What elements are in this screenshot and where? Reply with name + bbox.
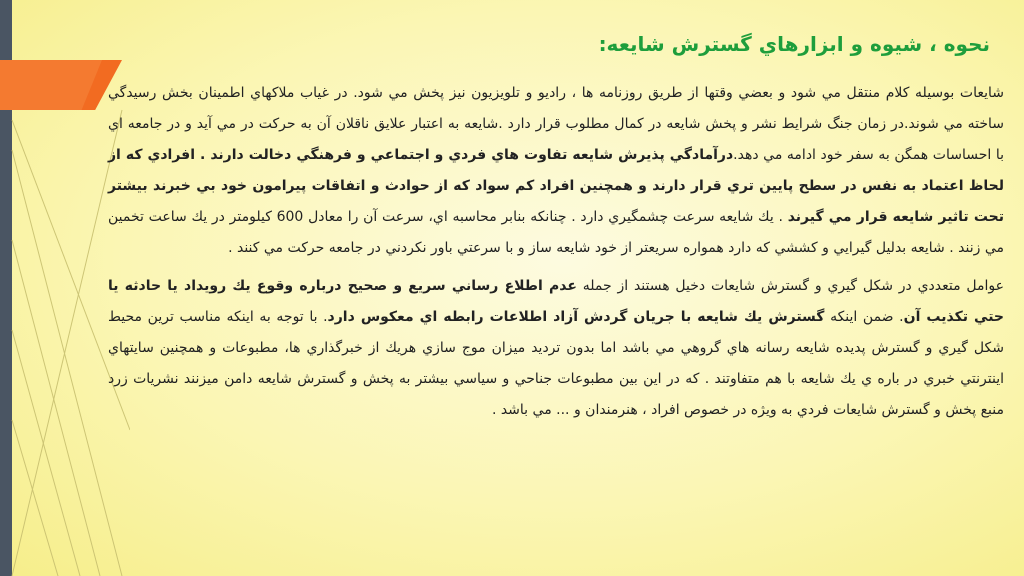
paragraph-2 — [108, 271, 1004, 426]
paragraph-2-text-end: . با توجه به اينكه مناسب ترين محيط شكل گيري و گسترش پديده شايعه رسانه هاي گروهي مي باشد اما بدون ترديد ميزان موج سازي هريك از خبرگذاري ها، مطبوعات و همچنين سايتهاي اينترنتي خبري در باره ي يك شايعه با هم متفاوتند . كه در اين بين مطبوعات جناحي و سياسي بيشتر به پخش و گسترش شايعه دامن ميزنند نشريات زرد منبع پخش و گسترش شايعات فردي به ويژه در خصوص افراد ، هنرمندان و ... مي باشد . — [108, 309, 1004, 418]
slide-body — [108, 78, 1004, 433]
paragraph-1-bold-text: درآمادگي پذيرش شايعه تفاوت هاي فردي و اجتماعي و فرهنگي دخالت دارند . افرادي كه از لحاظ اعتماد به نفس در سطح پايين تري قرار دارند و همچنين افراد كم سواد كه از حوادث و اتفاقات پيرامون خود بي خبرند بيشتر تحت تاثير شايعه قرار مي گيرند — [108, 147, 1005, 225]
paragraph-1 — [108, 78, 1004, 264]
paragraph-2-text: عوامل متعددي در شكل گيري و گسترش شايعات دخيل هستند از جمله — [576, 278, 1004, 294]
paragraph-2-text-mid: . ضمن اينكه — [824, 309, 904, 325]
paragraph-1-text: شايعات بوسيله كلام منتقل مي شود و بعضي وقتها از طريق روزنامه ها ، راديو و تلويزيون نيز پخش مي شود. در غياب ملاكهاي اطمينان بخش رسيدگي ساخته مي شوند.در زمان جنگ شرايط نشر و پخش شايعه در كمال مطلوب قرار دارد .شايعه به اعتبار علايق ناقلان آن به حركت در مي آيد و در جامعه اي با احساسات همگن به سفر خود ادامه مي دهد. — [108, 85, 1004, 163]
paragraph-1-text-end: . يك شايعه سرعت چشمگيري دارد . چنانكه بنابر محاسبه اي، سرعت آن را معادل 600 كيلومتر در يك ساعت تخمين مي زنند . شايعه بدليل گيرايي و كششي كه دارد همواره سريعتر از خود شايعه ساز و با سرعتي باور نكردني در جامعه حركت مي كنند . — [108, 209, 1004, 256]
slide-title: نحوه ، شيوه و ابزارهاي گسترش شايعه: — [598, 32, 990, 56]
paragraph-2-bold-text-2: گسترش يك شايعه با جريان گردش آزاد اطلاعات رابطه اي معكوس دارد — [327, 309, 825, 325]
paragraph-2-bold-text-1: عدم اطلاع رساني سريع و صحيح درباره وقوع يك رويداد يا حادثه يا حتي تكذيب آن — [108, 278, 1004, 325]
